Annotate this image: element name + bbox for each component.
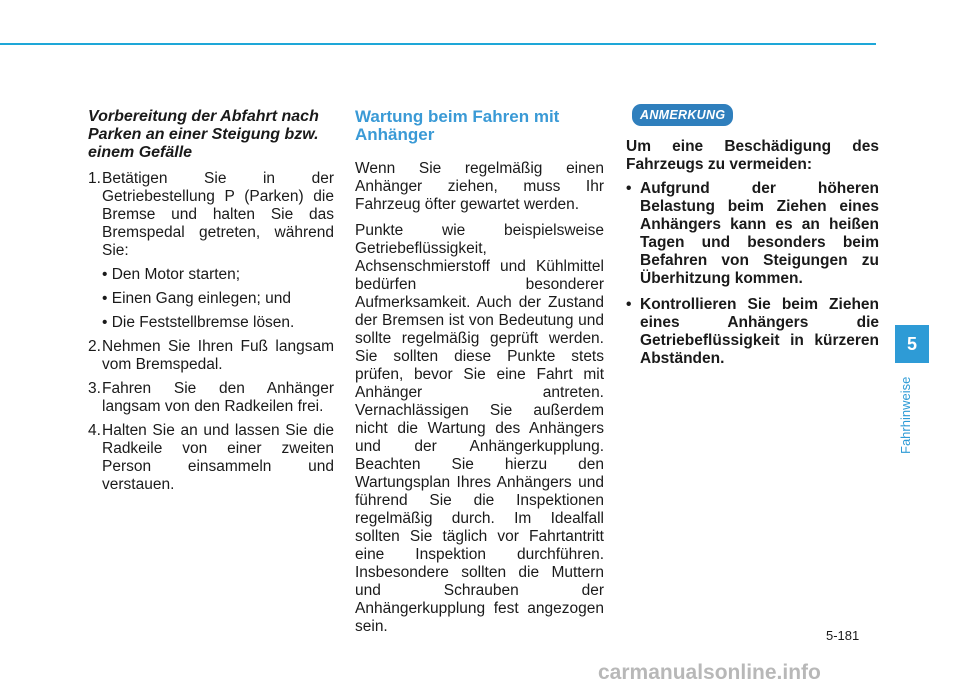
item-text: Halten Sie an und lassen Sie die Radkeile von einer zweiten Person einsammeln und verstauen. xyxy=(102,422,334,493)
list-item xyxy=(88,338,334,374)
item-number: 2. xyxy=(88,338,101,355)
note-list xyxy=(626,180,879,368)
sub-bullet: • Einen Gang einlegen; und xyxy=(102,290,291,307)
chapter-label: Fahrhinweise xyxy=(898,376,913,454)
item-number: 4. xyxy=(88,422,101,439)
note-bullet xyxy=(626,296,879,368)
chapter-tab: 5 xyxy=(895,325,929,363)
paragraph: Punkte wie beispielsweise Getriebeflüssigkeit, Achsenschmierstoff und Kühlmittel bedürfen besonderer Aufmerksamkeit. Auch der Zustand der Bremsen ist von Bedeutung und sollte regelmäßig geprüft werden. Sie sollten diese Punkte stets prüfen, bevor Sie eine Fahrt mit Anhänger antreten. Vernachlässigen Sie außerdem nicht die Wartung des Anhängers und der Anhängerkupplung. Beachten Sie hierzu den Wartungsplan Ihres Anhängers und führend Sie die Inspektionen regelmäßig durch. Im Idealfall sollten Sie täglich vor Fahrtantritt eine Inspektion durchführen. Insbesondere sollten die Muttern und Schrauben der Anhängerkupplung fest angezogen sein. xyxy=(355,222,604,635)
sub-bullet-list xyxy=(102,266,334,332)
top-rule xyxy=(0,43,876,45)
note-badge: ANMERKUNG xyxy=(632,104,733,126)
column-right xyxy=(626,108,879,376)
item-text: Fahren Sie den Anhänger langsam von den Radkeilen frei. xyxy=(102,380,334,415)
item-number: 3. xyxy=(88,380,101,397)
section-heading-departure: Vorbereitung der Abfahrt nach Parken an einer Steigung bzw. einem Gefälle xyxy=(88,108,319,161)
list-item xyxy=(88,422,334,494)
column-left xyxy=(88,108,334,500)
section-heading-maintenance: Wartung beim Fahren mit Anhänger xyxy=(355,107,560,144)
watermark: carmanualsonline.info xyxy=(598,661,821,684)
sub-bullet: • Die Feststellbremse lösen. xyxy=(102,314,295,331)
sub-bullet: • Den Motor starten; xyxy=(102,266,241,283)
bullet-icon: • xyxy=(626,296,632,313)
note-bullet xyxy=(626,180,879,288)
list-item xyxy=(88,380,334,416)
note-text: Aufgrund der höheren Belastung beim Ziehen eines Anhängers kann es an heißen Tagen und besonders beim Befahren von Steigungen zu Überhitzung kommen. xyxy=(640,180,879,287)
paragraph: Wenn Sie regelmäßig einen Anhänger ziehen, muss Ihr Fahrzeug öfter gewartet werden. xyxy=(355,160,604,213)
item-text: Betätigen Sie in der Getriebestellung P (Parken) die Bremse und halten Sie das Bremspedal getreten, während Sie: xyxy=(102,170,334,259)
column-middle xyxy=(355,108,604,644)
note-text: Kontrollieren Sie beim Ziehen eines Anhängers die Getriebeflüssigkeit in kürzeren Abständen. xyxy=(640,296,879,367)
bullet-icon: • xyxy=(626,180,632,197)
list-item xyxy=(88,170,334,260)
item-text: Nehmen Sie Ihren Fuß langsam vom Bremspedal. xyxy=(102,338,334,373)
page-number: 5-181 xyxy=(826,628,860,643)
note-intro: Um eine Beschädigung des Fahrzeugs zu vermeiden: xyxy=(626,138,879,173)
item-number: 1. xyxy=(88,170,101,187)
